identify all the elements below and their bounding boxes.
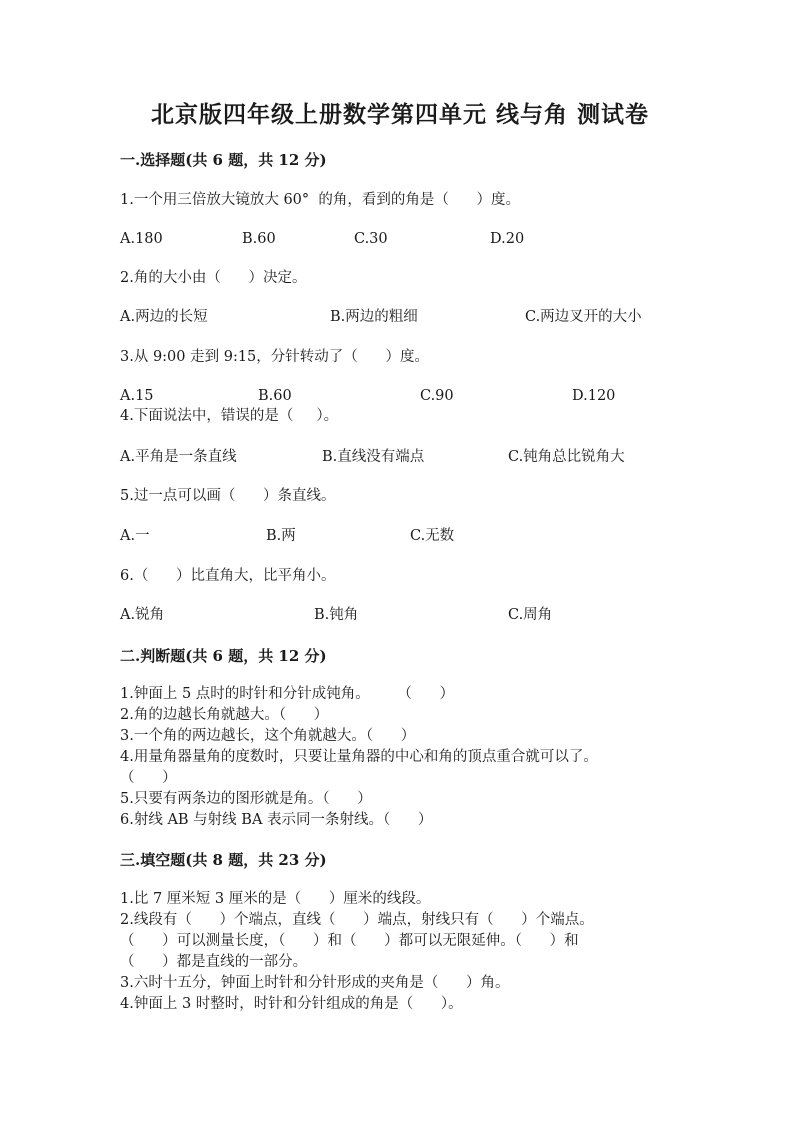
fill-line: 2.线段有（ ）个端点，直线（ ）端点，射线只有（ ）个端点。 — [120, 912, 594, 928]
statement-line: 6.射线 AB 与射线 BA 表示同一条射线。（ ） — [120, 812, 433, 828]
fill-line: （ ）都是直线的一部分。 — [120, 954, 308, 970]
option-a: A.180 — [120, 231, 163, 247]
option-b: B.直线没有端点 — [322, 449, 425, 465]
option-c: C.钝角总比锐角大 — [508, 449, 625, 465]
fill-line: （ ）可以测量长度，（ ）和（ ）都可以无限延伸。（ ）和 — [120, 933, 579, 949]
option-d: D.120 — [572, 388, 616, 404]
question-text: 4.下面说法中，错误的是（ ）。 — [120, 408, 339, 424]
option-c: C.30 — [354, 231, 388, 247]
fill-line: 1.比 7 厘米短 3 厘米的是（ ）厘米的线段。 — [120, 891, 431, 907]
option-b: B.两 — [266, 528, 296, 544]
section-heading-fill: 三.填空题(共 8 题，共 23 分) — [120, 851, 327, 869]
option-a: A.一 — [120, 528, 150, 544]
exam-title: 北京版四年级上册数学第四单元 线与角 测试卷 — [150, 101, 649, 128]
option-b: B.60 — [258, 388, 292, 404]
statement-line: （ ） — [120, 770, 177, 786]
statement-line: 5.只要有两条边的图形就是角。（ ） — [120, 791, 372, 807]
question-text: 1.一个用三倍放大镜放大 60° 的角，看到的角是（ ）度。 — [120, 192, 521, 208]
fill-line: 4.钟面上 3 时整时，时针和分针组成的角是（ ）。 — [120, 996, 463, 1012]
section-heading-judge: 二.判断题(共 6 题，共 12 分) — [120, 647, 327, 665]
option-b: B.60 — [242, 231, 276, 247]
statement-line: 4.用量角器量角的度数时，只要让量角器的中心和角的顶点重合就可以了。 — [120, 749, 598, 765]
question-text: 6.（ ）比直角大，比平角小。 — [120, 568, 336, 584]
option-b: B.钝角 — [314, 607, 359, 623]
question-text: 3.从 9:00 走到 9:15，分针转动了（ ）度。 — [120, 349, 429, 365]
question-text: 5.过一点可以画（ ）条直线。 — [120, 488, 336, 504]
option-a: A.锐角 — [120, 607, 165, 623]
section-heading-choice: 一.选择题(共 6 题，共 12 分) — [120, 151, 327, 169]
statement-line: 1.钟面上 5 点时的时针和分针成钝角。 （ ） — [120, 686, 455, 702]
question-text: 2.角的大小由（ ）决定。 — [120, 270, 307, 286]
option-c: C.无数 — [410, 528, 455, 544]
statement-line: 3.一个角的两边越长，这个角就越大。（ ） — [120, 728, 416, 744]
option-a: A.平角是一条直线 — [120, 449, 237, 465]
option-c: C.90 — [420, 388, 454, 404]
option-d: D.20 — [490, 231, 525, 247]
option-c: C.两边叉开的大小 — [525, 309, 642, 325]
option-a: A.两边的长短 — [120, 309, 208, 325]
fill-line: 3.六时十五分，钟面上时针和分针形成的夹角是（ ）角。 — [120, 975, 510, 991]
option-b: B.两边的粗细 — [330, 309, 418, 325]
option-c: C.周角 — [508, 607, 553, 623]
option-a: A.15 — [120, 388, 154, 404]
statement-line: 2.角的边越长角就越大。（ ） — [120, 707, 329, 723]
